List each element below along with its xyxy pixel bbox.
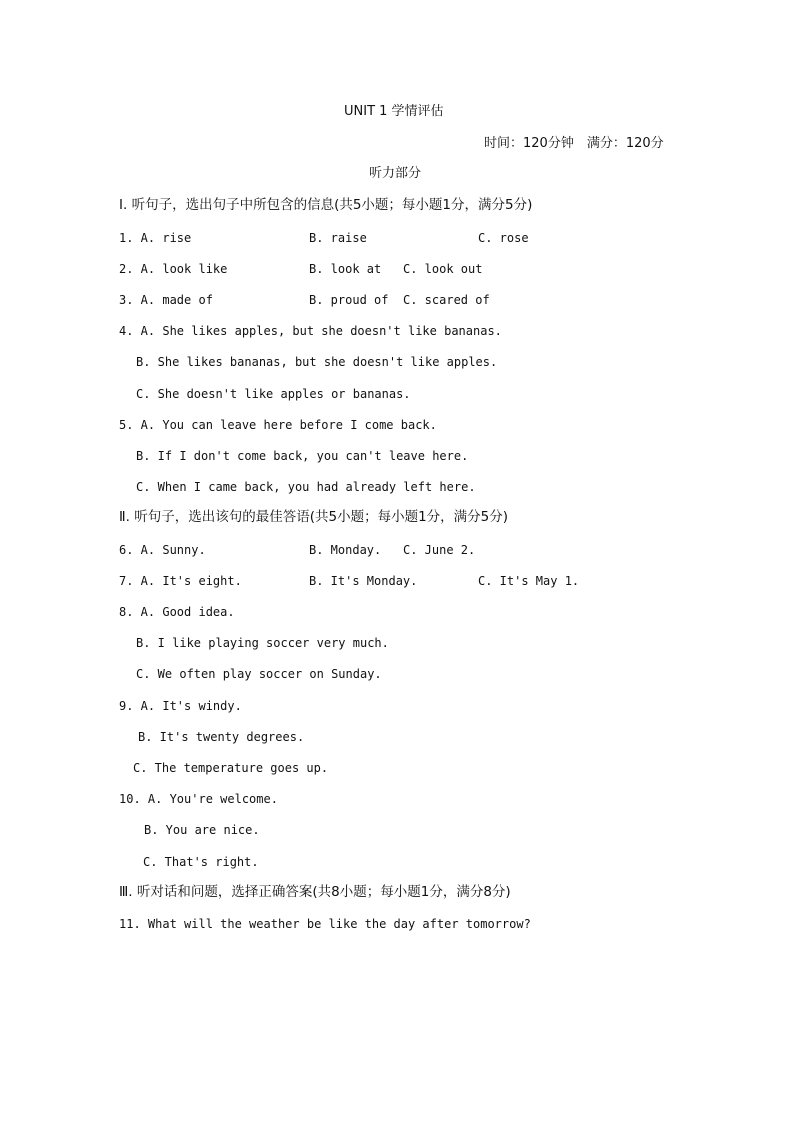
q9-option-c: C. The temperature goes up. (133, 761, 329, 775)
q6-option-c: C. June 2. (403, 543, 476, 557)
q2-option-b: B. look at (309, 262, 382, 276)
page-title: UNIT 1 学情评估 (344, 104, 444, 119)
q7-option-b: B. It's Monday. (309, 574, 418, 588)
q5-option-c: C. When I came back, you had already left here. (136, 480, 476, 494)
q2-option-a: 2. A. look like (119, 262, 228, 276)
q1-option-b: B. raise (309, 231, 367, 245)
part-title: 听力部分 (369, 166, 422, 181)
q10-option-c: C. That's right. (143, 855, 259, 869)
q3-option-c: C. scared of (403, 293, 490, 307)
q5-option-a: 5. A. You can leave here before I come back. (119, 418, 437, 432)
q2-option-c: C. look out (403, 262, 483, 276)
section-1-heading: Ⅰ. 听句子，选出句子中所包含的信息(共5小题；每小题1分，满分5分) (119, 197, 533, 213)
q8-option-a: 8. A. Good idea. (119, 605, 235, 619)
q11-question: 11. What will the weather be like the day after tomorrow? (119, 917, 531, 931)
q4-option-b: B. She likes bananas, but she doesn't like apples. (136, 355, 498, 369)
q5-option-b: B. If I don't come back, you can't leave here. (136, 449, 469, 463)
q8-option-c: C. We often play soccer on Sunday. (136, 667, 382, 681)
q3-option-a: 3. A. made of (119, 293, 213, 307)
q1-option-c: C. rose (478, 231, 529, 245)
section-2-heading: Ⅱ. 听句子，选出该句的最佳答语(共5小题；每小题1分，满分5分) (119, 509, 509, 525)
q7-option-a: 7. A. It's eight. (119, 574, 242, 588)
q1-option-a: 1. A. rise (119, 231, 192, 245)
section-3-heading: Ⅲ. 听对话和问题，选择正确答案(共8小题；每小题1分，满分8分) (119, 884, 511, 900)
q4-option-a: 4. A. She likes apples, but she doesn't like bananas. (119, 324, 502, 338)
q9-option-b: B. It's twenty degrees. (138, 730, 305, 744)
q6-option-b: B. Monday. (309, 543, 382, 557)
q9-option-a: 9. A. It's windy. (119, 699, 242, 713)
q4-option-c: C. She doesn't like apples or bananas. (136, 387, 411, 401)
q10-option-b: B. You are nice. (144, 823, 260, 837)
q10-option-a: 10. A. You're welcome. (119, 792, 278, 806)
q3-option-b: B. proud of (309, 293, 389, 307)
q7-option-c: C. It's May 1. (478, 574, 580, 588)
time-score-info: 时间：120分钟 满分：120分 (484, 136, 664, 151)
q6-option-a: 6. A. Sunny. (119, 543, 206, 557)
q8-option-b: B. I like playing soccer very much. (136, 636, 389, 650)
